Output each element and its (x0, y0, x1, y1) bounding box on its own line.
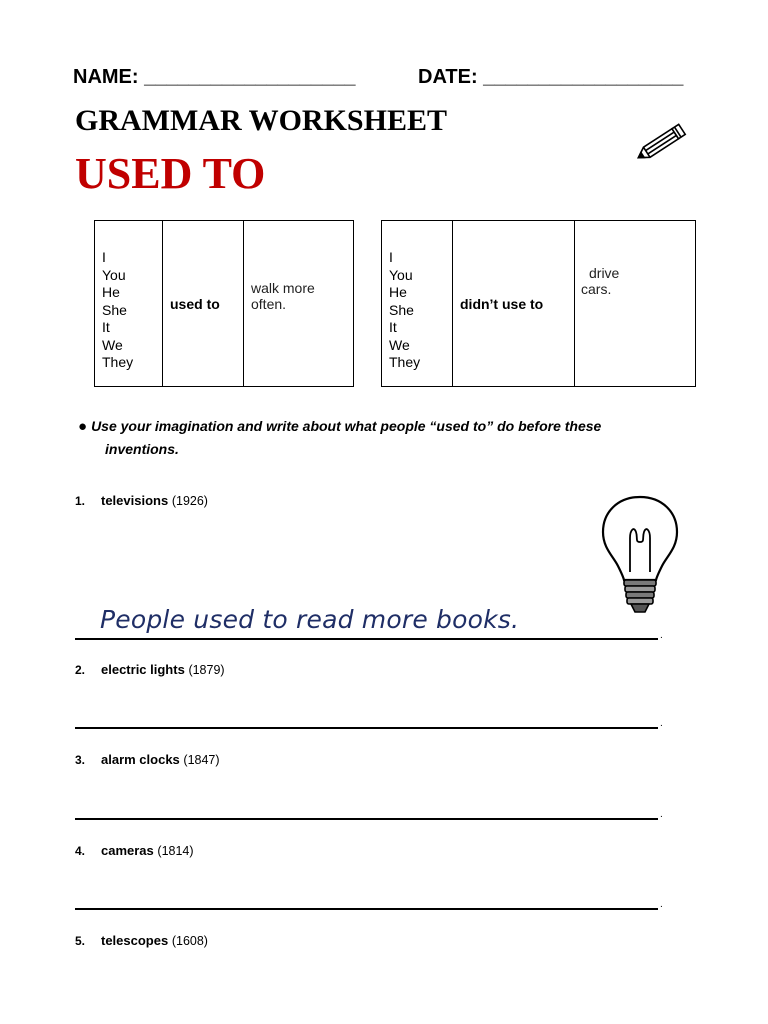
pronoun: It (389, 319, 397, 335)
item-name: cameras (101, 843, 154, 858)
bullet-icon: ● (78, 418, 88, 435)
lightbulb-icon (598, 494, 682, 618)
instruction-line: inventions. (105, 441, 179, 457)
pronoun: He (102, 284, 120, 300)
pencil-icon (630, 120, 692, 166)
auxiliary-cell: used to (163, 221, 244, 387)
pronoun: You (102, 266, 126, 283)
line-end: . (660, 718, 663, 729)
item-name: telescopes (101, 933, 169, 948)
verb-line: drive (589, 265, 620, 281)
pronoun: It (102, 319, 110, 335)
auxiliary-cell: didn’t use to (453, 221, 575, 387)
instruction (78, 415, 698, 461)
verb-cell (244, 221, 354, 387)
pronoun: We (102, 336, 123, 353)
pronoun: They (102, 354, 134, 370)
verb-line: cars. (581, 281, 612, 297)
verb-cell (575, 221, 696, 387)
pronoun: They (389, 354, 421, 370)
pronoun: I (389, 249, 393, 265)
item-year: (1608) (171, 934, 208, 948)
date-field-label: DATE: __________________ (418, 66, 684, 88)
pronoun-column (382, 221, 453, 387)
didnt-use-to-table (381, 220, 696, 387)
instruction-line: Use your imagination and write about what people “used to” do before these (91, 418, 602, 434)
item-number: 1. (75, 494, 86, 508)
item-number: 2. (75, 663, 86, 677)
answer-line[interactable] (75, 727, 658, 729)
item-name: electric lights (101, 662, 185, 677)
pronoun: We (389, 336, 410, 353)
pronoun-column (95, 221, 163, 387)
question-item (75, 662, 225, 677)
item-year: (1814) (157, 844, 194, 858)
answer-line[interactable] (75, 908, 658, 910)
item-number: 3. (75, 753, 86, 767)
verb-line: walk more (251, 280, 315, 296)
answer-line[interactable] (75, 818, 658, 820)
pronoun: He (389, 284, 407, 300)
item-name: alarm clocks (101, 752, 180, 767)
page-subtitle: USED TO (75, 149, 266, 198)
handwritten-answer: People used to read more books. (100, 605, 520, 634)
pronoun: You (389, 266, 413, 283)
question-item (75, 493, 208, 508)
pronoun: She (102, 301, 127, 318)
verb-line: often. (251, 296, 287, 312)
item-name: televisions (101, 493, 169, 508)
line-end: . (660, 809, 663, 820)
item-number: 5. (75, 934, 86, 948)
pronoun: She (389, 301, 414, 318)
page-title: GRAMMAR WORKSHEET (75, 104, 447, 137)
question-item (75, 843, 194, 858)
question-item (75, 752, 220, 767)
item-year: (1879) (188, 663, 225, 677)
question-item (75, 933, 208, 948)
item-year: (1926) (171, 494, 208, 508)
answer-line[interactable] (75, 638, 658, 640)
pronoun: I (102, 249, 106, 265)
item-number: 4. (75, 844, 86, 858)
line-end: . (660, 630, 663, 641)
name-field-label: NAME: ___________________ (73, 66, 356, 88)
item-year: (1847) (183, 753, 220, 767)
used-to-table (94, 220, 354, 387)
line-end: . (660, 899, 663, 910)
